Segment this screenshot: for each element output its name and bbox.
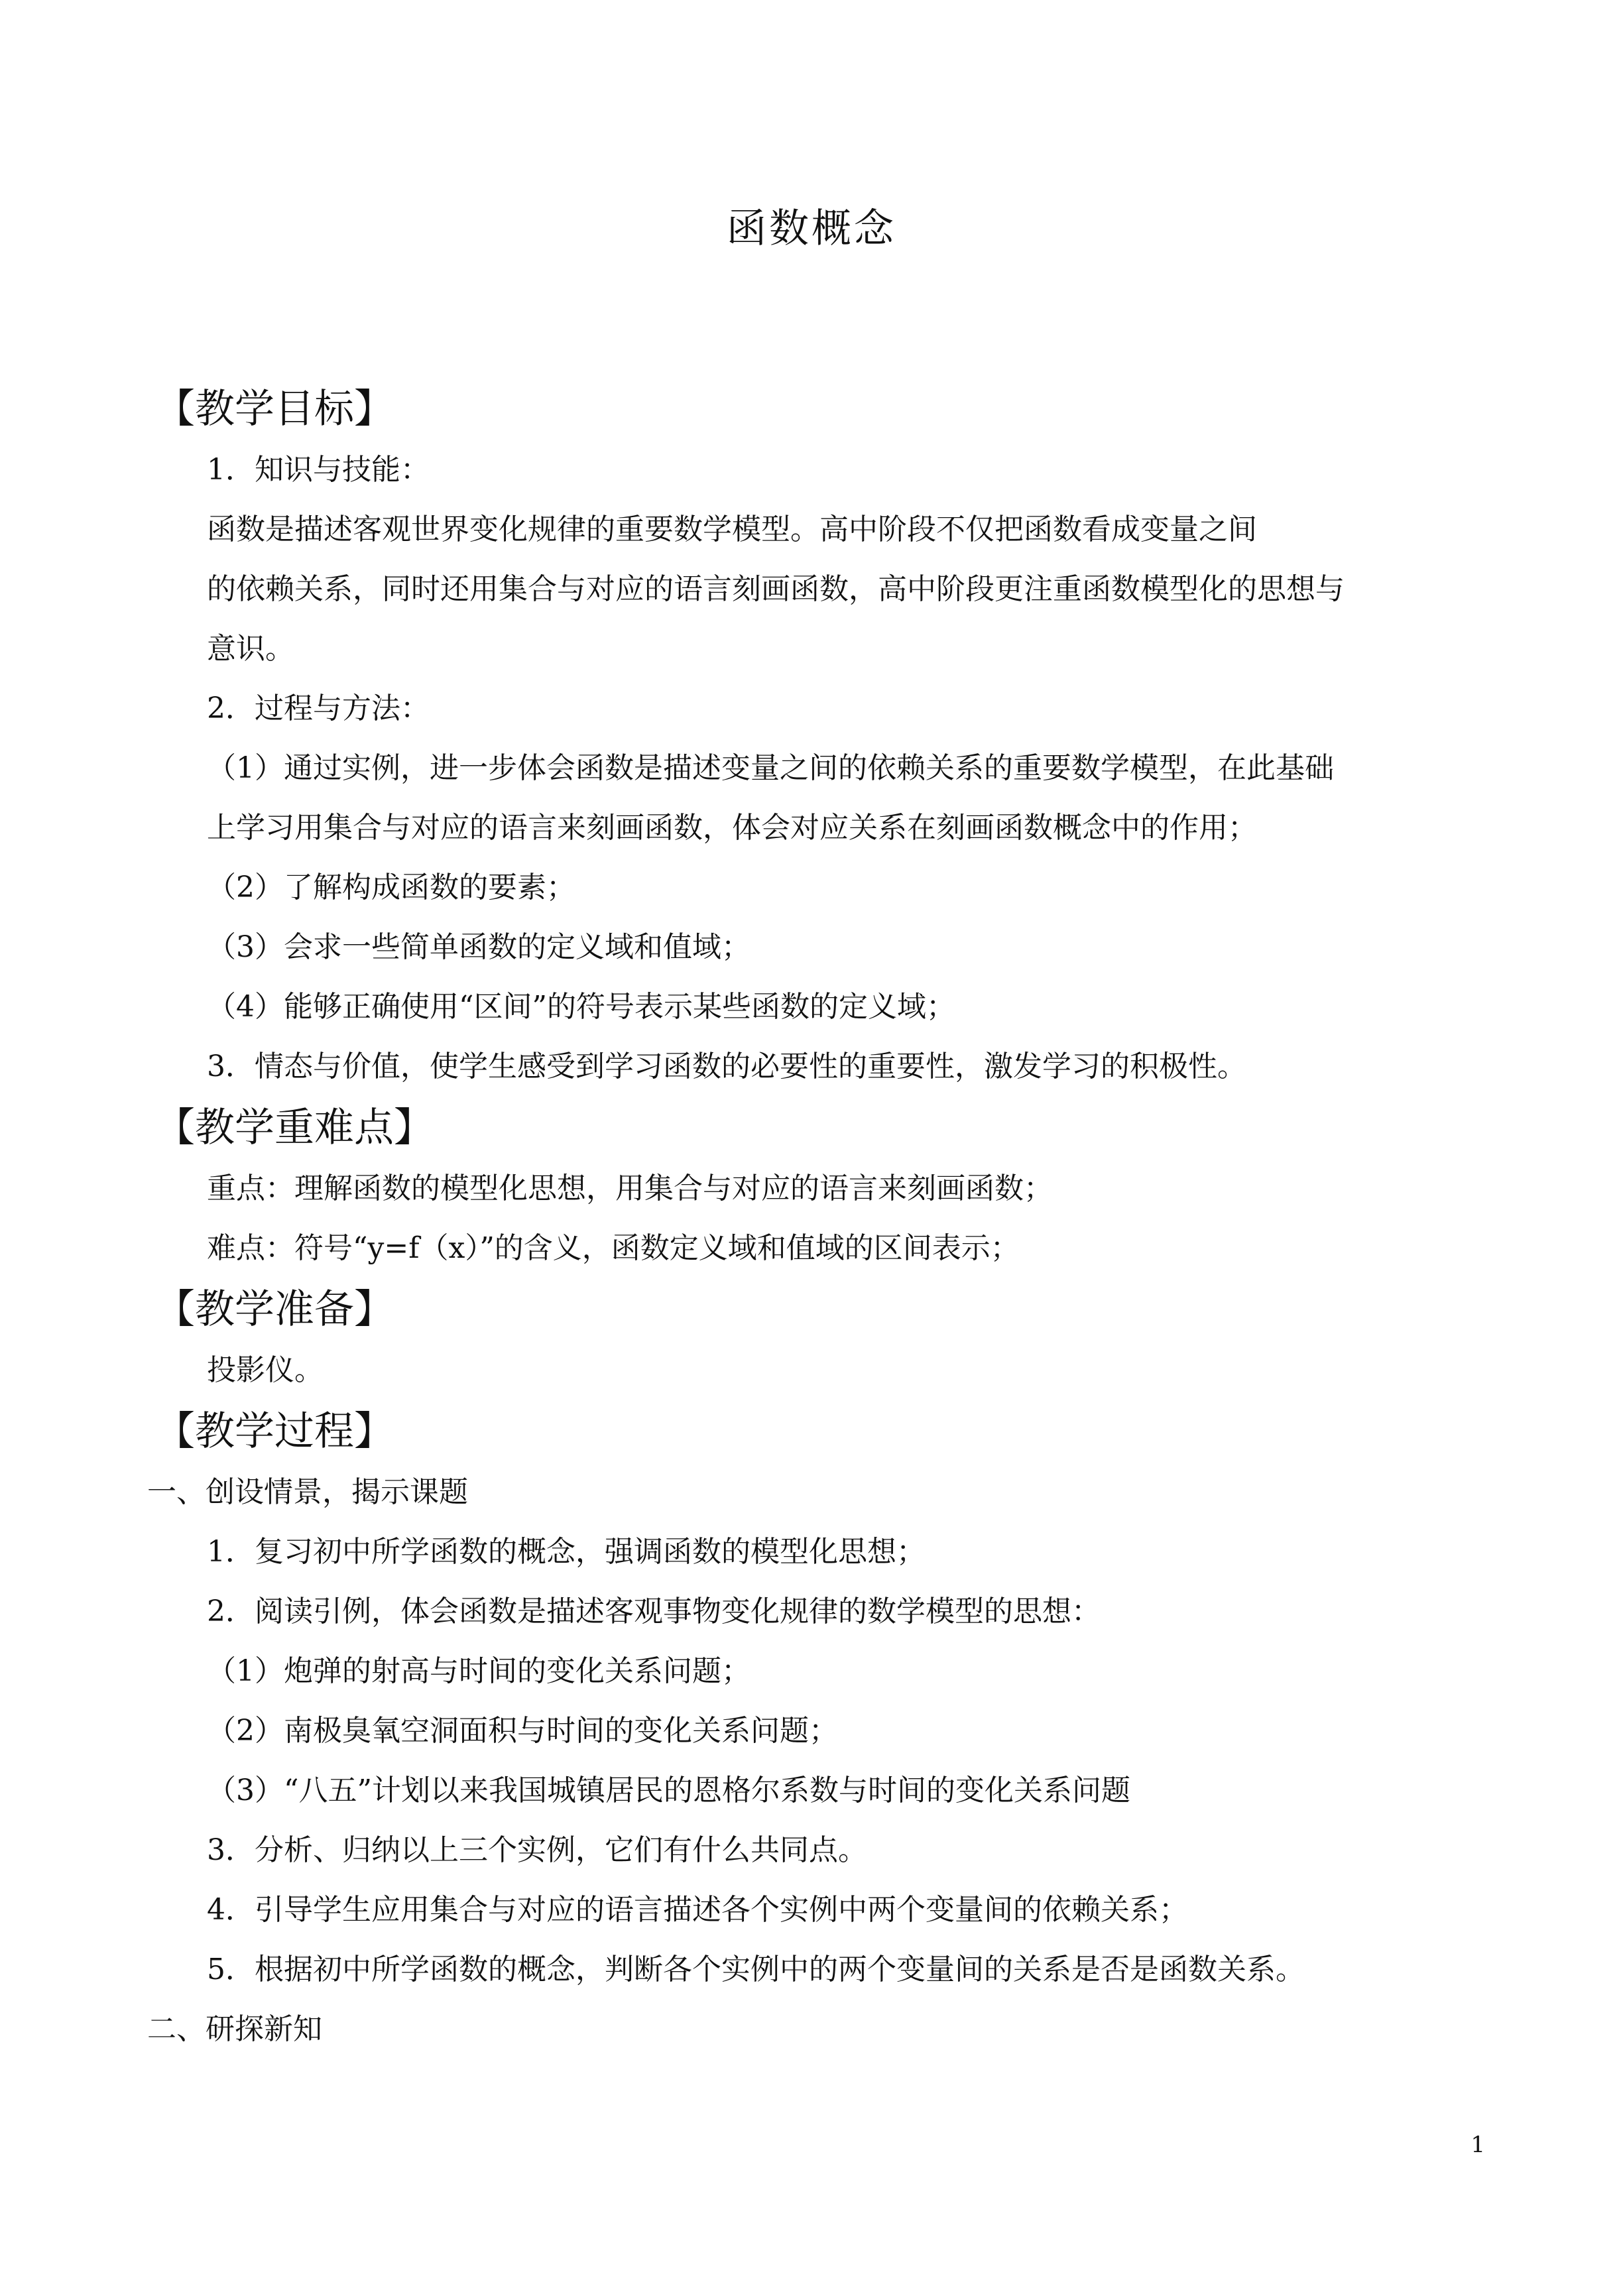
page-number: 1 (1471, 2132, 1485, 2158)
page-title: 函数概念 (727, 206, 896, 252)
preparation-text: 投影仪。 (207, 1353, 324, 1387)
objectives-item2-sub4: （4）能够正确使用“区间”的符号表示某些函数的定义域； (207, 990, 955, 1024)
section-heading-preparation: 【教学准备】 (155, 1286, 394, 1333)
process-part1-item2-sub1: （1）炮弹的射高与时间的变化关系问题； (207, 1654, 751, 1688)
section-heading-objectives: 【教学目标】 (155, 386, 394, 432)
process-part1-item2: 2．阅读引例，体会函数是描述客观事物变化规律的数学模型的思想： (207, 1595, 1101, 1628)
process-part1-item2-sub3: （3）“八五”计划以来我国城镇居民的恩格尔系数与时间的变化关系问题 (207, 1774, 1130, 1807)
objectives-item1-label: 1．知识与技能： (207, 453, 430, 487)
section-heading-process: 【教学过程】 (155, 1408, 394, 1455)
objectives-item2-label: 2．过程与方法： (207, 692, 430, 725)
objectives-item1-text-line2: 的依赖关系，同时还用集合与对应的语言刻画函数，高中阶段更注重函数模型化的思想与 (207, 572, 1345, 606)
process-part1-item1: 1．复习初中所学函数的概念，强调函数的模型化思想； (207, 1535, 926, 1569)
process-part2-title: 二、研探新知 (147, 2012, 322, 2046)
objectives-item2-sub3: （3）会求一些简单函数的定义域和值域； (207, 930, 751, 964)
process-part1-item2-sub2: （2）南极臭氧空洞面积与时间的变化关系问题； (207, 1714, 838, 1748)
section-heading-key-points: 【教学重难点】 (155, 1105, 434, 1151)
objectives-item2-sub1-line2: 上学习用集合与对应的语言来刻画函数，体会对应关系在刻画函数概念中的作用； (207, 811, 1257, 845)
difficult-point: 难点：符号“y=f（x）”的含义，函数定义域和值域的区间表示； (207, 1231, 1020, 1265)
objectives-item3: 3．情态与价值，使学生感受到学习函数的必要性的重要性，激发学习的积极性。 (207, 1050, 1246, 1083)
process-part1-item4: 4．引导学生应用集合与对应的语言描述各个实例中两个变量间的依赖关系； (207, 1893, 1188, 1927)
document-body (147, 378, 1500, 2059)
key-point: 重点：理解函数的模型化思想，用集合与对应的语言来刻画函数； (207, 1172, 1053, 1205)
objectives-item1-text-line3: 意识。 (207, 632, 294, 666)
process-part1-item5: 5．根据初中所学函数的概念，判断各个实例中的两个变量间的关系是否是函数关系。 (207, 1953, 1305, 1986)
process-part1-title: 一、创设情景，揭示课题 (147, 1475, 468, 1509)
objectives-item2-sub1-line1: （1）通过实例，进一步体会函数是描述变量之间的依赖关系的重要数学模型，在此基础 (207, 751, 1334, 785)
objectives-item2-sub2: （2）了解构成函数的要素； (207, 871, 575, 904)
process-part1-item3: 3．分析、归纳以上三个实例，它们有什么共同点。 (207, 1833, 867, 1867)
objectives-item1-text-line1: 函数是描述客观世界变化规律的重要数学模型。高中阶段不仅把函数看成变量之间 (207, 513, 1257, 546)
